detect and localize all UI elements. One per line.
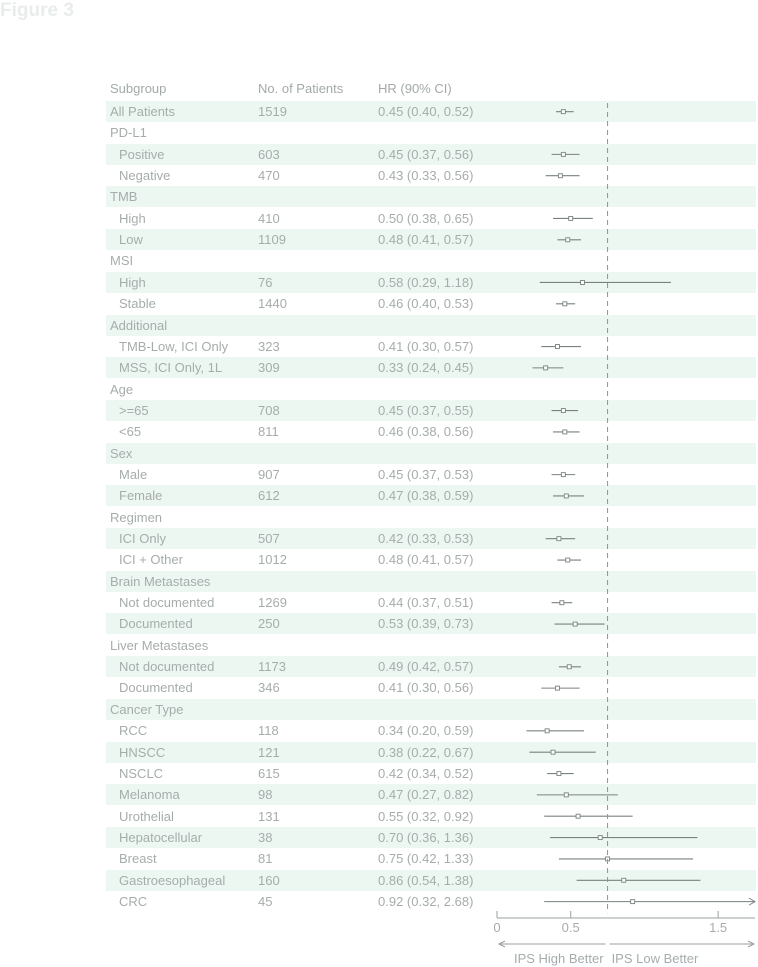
hr-point xyxy=(555,686,559,690)
patient-count: 603 xyxy=(258,146,280,162)
hr-ci-value: 0.45 (0.37, 0.56) xyxy=(378,146,474,162)
hr-ci-value: 0.42 (0.34, 0.52) xyxy=(378,765,474,781)
patient-count: 612 xyxy=(258,488,280,504)
hr-ci-value: 0.92 (0.32, 2.68) xyxy=(378,893,474,909)
column-header-hr: HR (90% CI) xyxy=(378,81,452,96)
subgroup-label: Gastroesophageal xyxy=(119,872,226,888)
hr-ci-value: 0.44 (0.37, 0.51) xyxy=(378,595,474,611)
hr-ci-value: 0.48 (0.41, 0.57) xyxy=(378,552,474,568)
hr-ci-value: 0.86 (0.54, 1.38) xyxy=(378,872,474,888)
subgroup-label: Stable xyxy=(119,296,156,312)
hr-ci-value: 0.45 (0.37, 0.55) xyxy=(378,402,474,418)
hr-point xyxy=(581,280,585,284)
hr-ci-value: 0.47 (0.27, 0.82) xyxy=(378,787,474,803)
patient-count: 309 xyxy=(258,360,280,376)
subgroup-label: Positive xyxy=(119,146,165,162)
hr-ci-value: 0.47 (0.38, 0.59) xyxy=(378,488,474,504)
hr-ci-value: 0.34 (0.20, 0.59) xyxy=(378,723,474,739)
x-tick-label: 0 xyxy=(493,920,501,935)
subgroup-label: Female xyxy=(119,488,163,504)
subgroup-label: HNSCC xyxy=(119,744,166,760)
subgroup-label: Not documented xyxy=(119,595,215,611)
subgroup-label: Low xyxy=(119,232,143,248)
subgroup-label: Documented xyxy=(119,616,193,632)
subgroup-label: <65 xyxy=(119,424,142,440)
patient-count: 708 xyxy=(258,402,280,418)
subgroup-label: All Patients xyxy=(110,104,176,119)
subgroup-label: NSCLC xyxy=(119,765,164,781)
hr-ci-value: 0.48 (0.41, 0.57) xyxy=(378,232,474,248)
hr-point xyxy=(561,152,565,156)
hr-point xyxy=(560,601,564,605)
subgroup-label: High xyxy=(119,210,146,226)
hr-point xyxy=(561,473,565,477)
hr-point xyxy=(576,814,580,818)
hr-point xyxy=(545,729,549,733)
subgroup-label: Documented xyxy=(119,680,193,696)
patient-count: 121 xyxy=(258,744,280,760)
patient-count: 811 xyxy=(258,424,279,440)
subgroup-label: ICI + Other xyxy=(119,552,183,568)
group-label: Sex xyxy=(110,445,133,461)
hr-point xyxy=(569,216,573,220)
hr-ci-value: 0.55 (0.32, 0.92) xyxy=(378,808,474,824)
subgroup-label: Not documented xyxy=(119,659,215,675)
patient-count: 98 xyxy=(258,787,273,803)
hr-point xyxy=(564,494,568,498)
patient-count: 470 xyxy=(258,168,280,184)
column-header-patients: No. of Patients xyxy=(258,81,344,96)
subgroup-label: TMB-Low, ICI Only xyxy=(119,338,229,354)
column-header-subgroup: Subgroup xyxy=(110,81,167,96)
hr-point xyxy=(557,537,561,541)
group-label: Additional xyxy=(110,317,168,333)
subgroup-label: MSS, ICI Only, 1L xyxy=(119,360,223,376)
subgroup-label: High xyxy=(119,274,146,290)
hr-ci-value: 0.45 (0.40, 0.52) xyxy=(378,104,474,119)
direction-label-left: IPS High Better xyxy=(513,951,604,966)
hr-ci-value: 0.43 (0.33, 0.56) xyxy=(378,168,474,184)
hr-ci-value: 0.38 (0.22, 0.67) xyxy=(378,744,474,760)
hr-point xyxy=(573,622,577,626)
patient-count: 76 xyxy=(258,274,273,290)
hr-ci-value: 0.33 (0.24, 0.45) xyxy=(378,360,474,376)
hr-ci-value: 0.58 (0.29, 1.18) xyxy=(378,274,474,290)
patient-count: 1519 xyxy=(258,104,287,119)
patient-count: 410 xyxy=(258,210,280,226)
group-label: Age xyxy=(110,381,134,397)
hr-point xyxy=(567,665,571,669)
patient-count: 131 xyxy=(258,808,280,824)
group-label: Liver Metastases xyxy=(110,637,209,653)
patient-count: 1440 xyxy=(258,296,287,312)
hr-ci-value: 0.49 (0.42, 0.57) xyxy=(378,659,474,675)
group-label: MSI xyxy=(110,253,134,269)
subgroup-label: CRC xyxy=(119,893,148,909)
hr-ci-value: 0.46 (0.38, 0.56) xyxy=(378,424,474,440)
subgroup-label: Hepatocellular xyxy=(119,829,203,845)
hr-point xyxy=(566,238,570,242)
hr-point xyxy=(555,345,559,349)
hr-point xyxy=(563,302,567,306)
patient-count: 81 xyxy=(258,851,273,867)
figure-title: Figure 3 xyxy=(0,0,74,21)
hr-point xyxy=(558,174,562,178)
subgroup-label: Male xyxy=(119,466,148,482)
patient-count: 1012 xyxy=(258,552,287,568)
hr-point xyxy=(557,772,561,776)
hr-ci-value: 0.50 (0.38, 0.65) xyxy=(378,210,474,226)
subgroup-label: Negative xyxy=(119,168,171,184)
subgroup-label: ICI Only xyxy=(119,531,166,546)
patient-count: 507 xyxy=(258,531,280,546)
hr-ci-value: 0.70 (0.36, 1.36) xyxy=(378,829,474,845)
hr-point xyxy=(566,558,570,562)
subgroup-label: RCC xyxy=(119,723,148,739)
subgroup-label: Urothelial xyxy=(119,808,174,824)
hr-point xyxy=(561,409,565,413)
hr-point xyxy=(561,110,565,114)
hr-point xyxy=(622,878,626,882)
subgroup-label: Melanoma xyxy=(119,787,180,803)
x-tick-label: 0.5 xyxy=(561,920,580,935)
x-tick-label: 1.5 xyxy=(709,920,728,935)
hr-ci-value: 0.45 (0.37, 0.53) xyxy=(378,466,474,482)
patient-count: 907 xyxy=(258,466,280,482)
hr-point xyxy=(551,750,555,754)
patient-count: 160 xyxy=(258,872,280,888)
group-label: PD-L1 xyxy=(110,125,147,141)
hr-ci-value: 0.46 (0.40, 0.53) xyxy=(378,296,474,312)
patient-count: 45 xyxy=(258,893,273,909)
group-label: Regimen xyxy=(110,509,163,525)
hr-ci-value: 0.42 (0.33, 0.53) xyxy=(378,531,474,546)
patient-count: 323 xyxy=(258,338,280,354)
subgroup-label: Breast xyxy=(119,851,157,867)
subgroup-label: >=65 xyxy=(119,402,149,418)
hr-point xyxy=(598,836,602,840)
hr-point xyxy=(544,366,548,370)
patient-count: 118 xyxy=(258,723,279,739)
patient-count: 1109 xyxy=(258,232,286,248)
hr-point xyxy=(631,900,635,904)
patient-count: 38 xyxy=(258,829,273,845)
patient-count: 615 xyxy=(258,765,280,781)
patient-count: 250 xyxy=(258,616,280,632)
patient-count: 1173 xyxy=(258,659,286,675)
hr-ci-value: 0.41 (0.30, 0.57) xyxy=(378,338,474,354)
hr-point xyxy=(563,430,567,434)
patient-count: 1269 xyxy=(258,595,287,611)
hr-ci-value: 0.41 (0.30, 0.56) xyxy=(378,680,474,696)
hr-ci-value: 0.75 (0.42, 1.33) xyxy=(378,851,474,867)
group-label: TMB xyxy=(110,189,138,205)
hr-point xyxy=(564,793,568,797)
patient-count: 346 xyxy=(258,680,280,696)
hr-ci-value: 0.53 (0.39, 0.73) xyxy=(378,616,474,632)
direction-label-right: IPS Low Better xyxy=(611,951,699,966)
group-label: Brain Metastases xyxy=(110,573,211,589)
group-label: Cancer Type xyxy=(110,701,184,717)
